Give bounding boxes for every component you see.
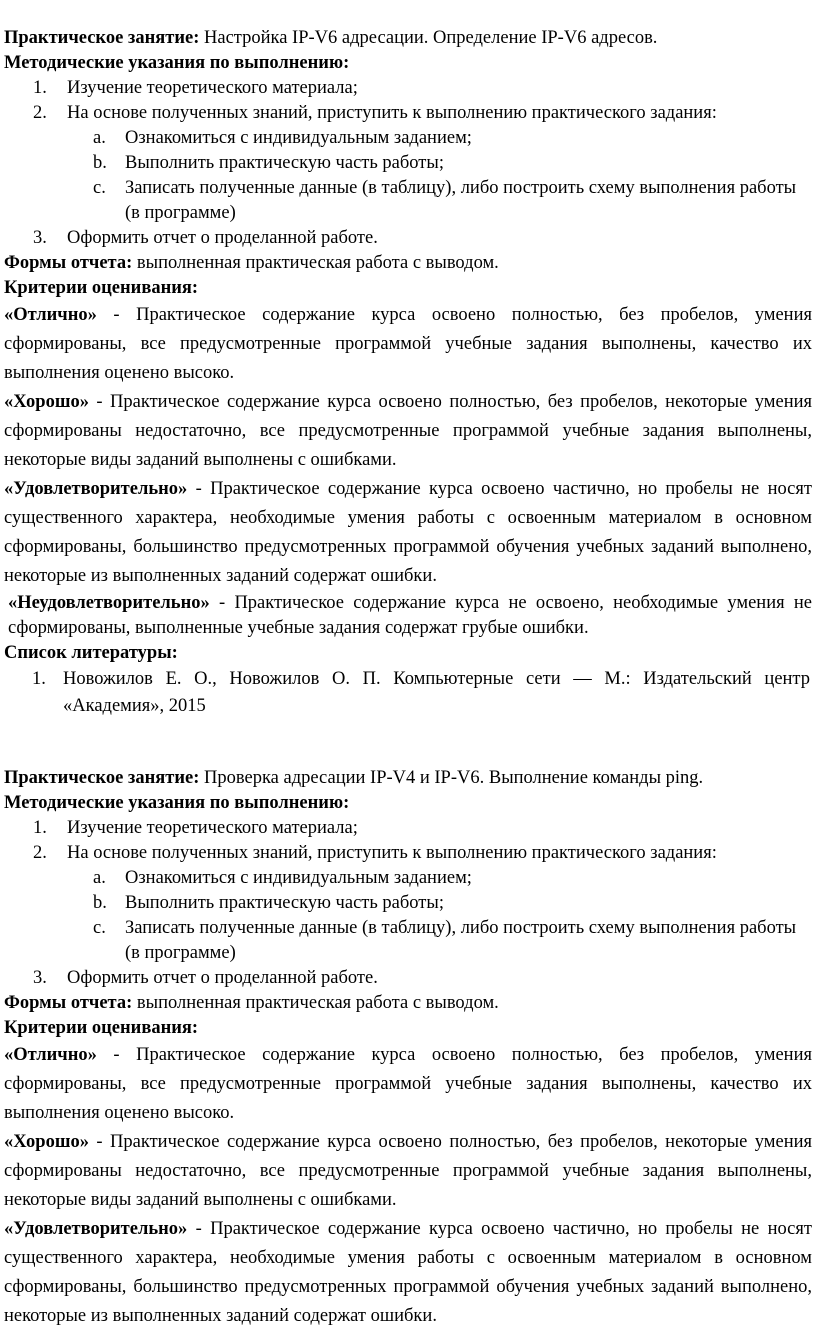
lesson-title: Проверка адресации IP-V4 и IP-V6. Выполнение команды ping. bbox=[199, 768, 704, 788]
lesson-title: Настройка IP-V6 адресации. Определение IP-V6 адресов. bbox=[199, 28, 658, 48]
substep-item: c. Записать полученные данные (в таблицу), либо построить схему выполнения работы (в программе) bbox=[93, 918, 797, 963]
substep-item: a. Ознакомиться с индивидуальным заданием; bbox=[93, 128, 472, 148]
criteria-heading: Критерии оценивания: bbox=[4, 278, 199, 298]
criterion-unsatisfactory: «Неудовлетворительно» - Практическое содержание курса не освоено, необходимые умения не сформированы, выполненные учебные задания содержат грубые ошибки. bbox=[8, 593, 812, 638]
lesson-heading bbox=[0, 26, 816, 51]
criterion-satisfactory: «Удовлетворительно» - Практическое содержание курса освоено частично, но пробелы не носят существенного характера, необходимые умения работы с освоенным материалом в основном сформированы, большинство предусмотренных программой обучения учебных заданий выполнено, некоторые из выполненных заданий содержат ошибки. bbox=[4, 1219, 812, 1326]
section-gap bbox=[0, 720, 816, 766]
report-form: Формы отчета: выполненная практическая работа с выводом. bbox=[4, 253, 499, 273]
substep-item: c. Записать полученные данные (в таблицу), либо построить схему выполнения работы (в программе) bbox=[93, 178, 797, 223]
step-item: 2. На основе полученных знаний, приступить к выполнению практического задания: bbox=[33, 843, 717, 863]
section-1 bbox=[0, 26, 816, 720]
step-item: 3. Оформить отчет о проделанной работе. bbox=[33, 968, 378, 988]
criterion-satisfactory: «Удовлетворительно» - Практическое содержание курса освоено частично, но пробелы не носят существенного характера, необходимые умения работы с освоенным материалом в основном сформированы, большинство предусмотренных программой обучения учебных заданий выполнено, некоторые из выполненных заданий содержат ошибки. bbox=[4, 479, 812, 586]
section-2 bbox=[0, 766, 816, 1331]
criteria-heading: Критерии оценивания: bbox=[4, 1018, 199, 1038]
literature-item: 1. Новожилов Е. О., Новожилов О. П. Компьютерные сети — М.: Издательский центр «Академия», 2015 bbox=[32, 669, 810, 716]
criterion-excellent: «Отлично» - Практическое содержание курса освоено полностью, без пробелов, умения сформированы, все предусмотренные программой учебные задания выполнены, качество их выполнения оценено высоко. bbox=[4, 305, 812, 383]
substep-item: b. Выполнить практическую часть работы; bbox=[93, 893, 444, 913]
method-heading: Методические указания по выполнению: bbox=[4, 793, 350, 813]
method-heading: Методические указания по выполнению: bbox=[4, 53, 350, 73]
substep-item: a. Ознакомиться с индивидуальным заданием; bbox=[93, 868, 472, 888]
lesson-heading bbox=[0, 766, 816, 791]
report-form: Формы отчета: выполненная практическая работа с выводом. bbox=[4, 993, 499, 1013]
step-item: 3. Оформить отчет о проделанной работе. bbox=[33, 228, 378, 248]
lesson-label: Практическое занятие: bbox=[4, 768, 200, 788]
lesson-label: Практическое занятие: bbox=[4, 28, 200, 48]
criterion-good: «Хорошо» - Практическое содержание курса освоено полностью, без пробелов, некоторые умения сформированы недостаточно, все предусмотренные программой учебные задания выполнены, некоторые виды заданий выполнены с ошибками. bbox=[4, 1132, 812, 1210]
substep-item: b. Выполнить практическую часть работы; bbox=[93, 153, 444, 173]
step-item: 1. Изучение теоретического материала; bbox=[33, 78, 358, 98]
literature-heading: Список литературы: bbox=[4, 643, 178, 663]
step-item: 1. Изучение теоретического материала; bbox=[33, 818, 358, 838]
criterion-good: «Хорошо» - Практическое содержание курса освоено полностью, без пробелов, некоторые умения сформированы недостаточно, все предусмотренные программой учебные задания выполнены, некоторые виды заданий выполнены с ошибками. bbox=[4, 392, 812, 470]
step-item: 2. На основе полученных знаний, приступить к выполнению практического задания: bbox=[33, 103, 717, 123]
criterion-excellent: «Отлично» - Практическое содержание курса освоено полностью, без пробелов, умения сформированы, все предусмотренные программой учебные задания выполнены, качество их выполнения оценено высоко. bbox=[4, 1045, 812, 1123]
